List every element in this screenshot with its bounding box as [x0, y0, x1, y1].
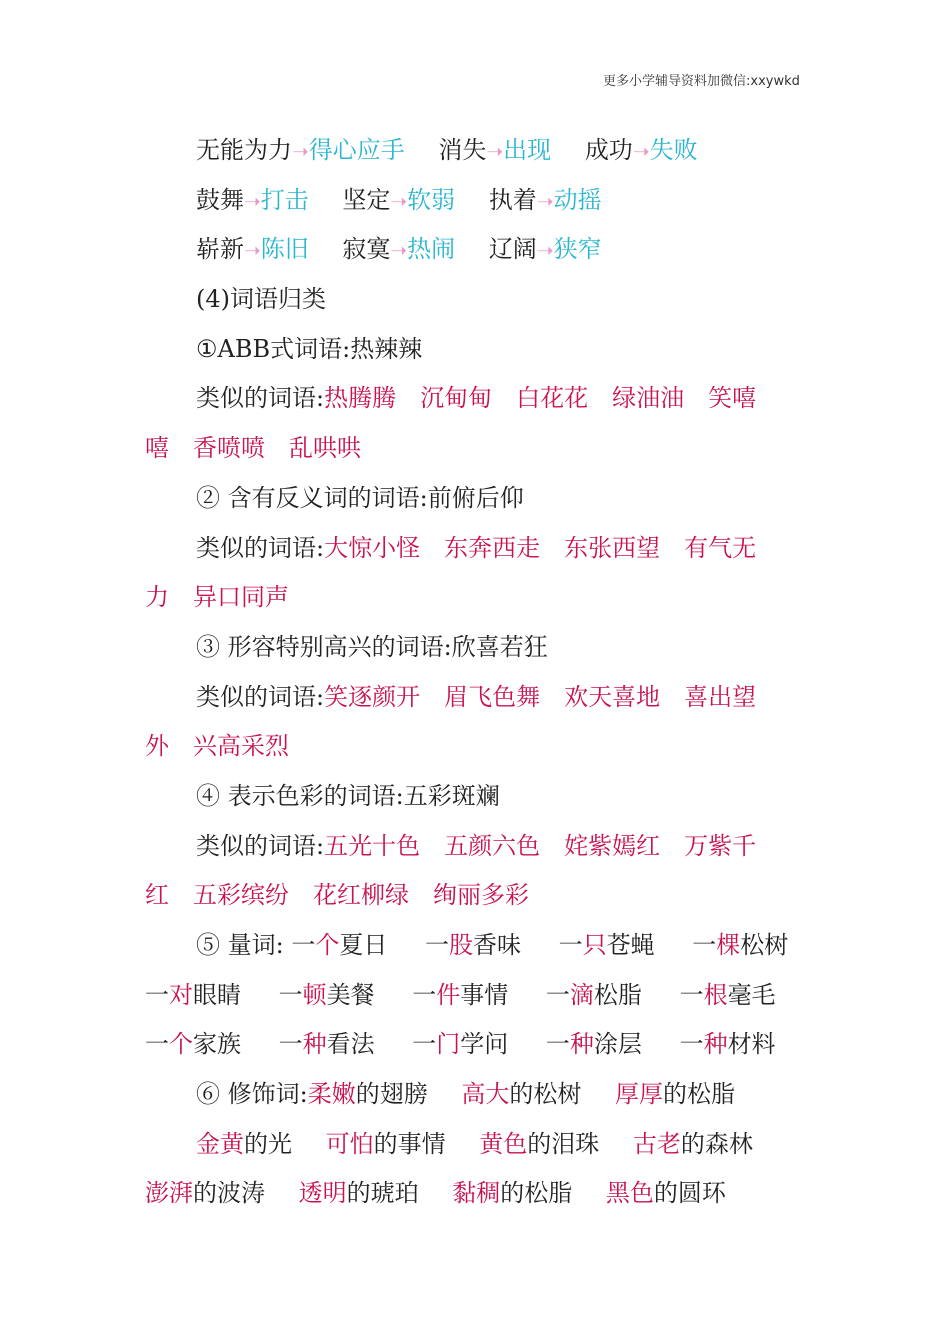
group-heading: ② 含有反义词的词语:前俯后仰 [196, 483, 524, 512]
antonym-line-1 [145, 126, 805, 176]
measure-word: 根 [703, 980, 728, 1009]
measure-prefix: 一 [145, 1030, 169, 1059]
measure-prefix: 一 [558, 931, 583, 959]
modifier-word: 黄色 [479, 1129, 528, 1158]
similar-words-continued: 力 异口同声 [145, 583, 289, 612]
antonym-answer: 陈旧 [260, 235, 309, 264]
modifier-word: 柔嫩 [307, 1080, 356, 1109]
similar-words-line [145, 374, 805, 424]
antonym-answer: 打击 [260, 185, 309, 214]
modified-noun: 的波涛 [193, 1179, 265, 1208]
modifier-word: 黏稠 [452, 1179, 501, 1208]
antonym-word: 崭新 [196, 235, 244, 264]
measure-prefix: 一 [412, 1030, 437, 1059]
document-body [145, 126, 805, 1219]
measure-heading: ⑤ 量词: [196, 931, 284, 959]
measure-word: 门 [436, 1030, 461, 1059]
arrow-icon: ➝ [244, 238, 261, 263]
measure-noun: 学问 [460, 1030, 509, 1059]
antonym-word: 执着 [488, 185, 537, 214]
measure-prefix: 一 [278, 1030, 303, 1059]
antonym-answer: 热闹 [407, 235, 456, 264]
antonym-line-3 [145, 225, 805, 275]
watermark-text: 更多小学辅导资料加微信:xxywkd [603, 74, 800, 89]
measure-prefix: 一 [545, 980, 570, 1009]
arrow-icon: ➝ [292, 139, 309, 163]
measure-word: 个 [315, 931, 340, 959]
measure-word: 对 [169, 980, 193, 1009]
antonym-answer: 失败 [649, 136, 698, 164]
measure-noun: 苍蝇 [606, 931, 655, 959]
arrow-icon: ➝ [390, 238, 408, 263]
group-heading: ①ABB式词语:热辣辣 [196, 334, 423, 363]
measure-words-line-3 [145, 1020, 805, 1070]
similar-label: 类似的词语: [196, 384, 325, 413]
similar-words: 大惊小怪 东奔西走 东张西望 有气无 [324, 533, 757, 562]
arrow-icon: ➝ [390, 188, 408, 213]
modifier-word: 古老 [632, 1129, 681, 1158]
measure-noun: 家族 [193, 1030, 241, 1059]
measure-word: 顿 [302, 980, 327, 1009]
measure-word: 滴 [569, 980, 594, 1009]
measure-prefix: 一 [145, 980, 169, 1009]
measure-noun: 事情 [460, 980, 509, 1009]
arrow-icon: ➝ [244, 188, 261, 213]
modified-noun: 的翅膀 [355, 1080, 428, 1109]
antonym-word: 消失 [438, 136, 487, 164]
antonym-answer: 出现 [503, 136, 552, 164]
measure-noun: 涂层 [593, 1030, 642, 1059]
similar-words: 五光十色 五颜六色 姹紫嫣红 万紫千 [324, 831, 757, 860]
antonym-answer: 狭窄 [553, 235, 602, 264]
modifiers-line-1 [145, 1070, 805, 1120]
modifiers-line-2 [145, 1120, 805, 1170]
modified-noun: 的松脂 [500, 1179, 573, 1208]
similar-label: 类似的词语: [196, 533, 325, 562]
antonym-word: 鼓舞 [196, 185, 244, 214]
measure-noun: 毫毛 [727, 980, 776, 1009]
similar-words-line [145, 524, 805, 574]
measure-word: 只 [582, 931, 607, 959]
similar-words-continued: 外 兴高采烈 [145, 732, 289, 761]
arrow-icon: ➝ [486, 139, 504, 163]
modifier-word: 黑色 [605, 1179, 654, 1208]
modified-noun: 的圆环 [653, 1179, 726, 1208]
antonym-word: 坚定 [342, 185, 391, 214]
similar-label: 类似的词语: [196, 682, 325, 711]
arrow-icon: ➝ [536, 238, 554, 263]
measure-prefix: 一 [425, 931, 449, 959]
measure-prefix: 一 [692, 931, 717, 959]
modified-noun: 的事情 [373, 1129, 446, 1158]
arrow-icon: ➝ [536, 188, 554, 213]
measure-prefix: 一 [679, 1030, 704, 1059]
modifier-word: 澎湃 [145, 1179, 193, 1208]
modifier-word: 高大 [461, 1080, 510, 1109]
measure-noun: 美餐 [326, 980, 375, 1009]
modifier-word: 可怕 [325, 1129, 374, 1158]
modified-noun: 的光 [244, 1129, 292, 1158]
group-heading: ④ 表示色彩的词语:五彩斑斓 [196, 781, 500, 810]
measure-noun: 看法 [326, 1030, 375, 1059]
measure-words-line-1 [145, 921, 805, 971]
measure-prefix: 一 [545, 1030, 570, 1059]
measure-word: 个 [169, 1030, 193, 1059]
measure-noun: 材料 [727, 1030, 776, 1059]
measure-words-line-2 [145, 971, 805, 1021]
measure-word: 股 [449, 931, 473, 959]
antonym-word: 寂寞 [342, 235, 391, 264]
measure-prefix: 一 [679, 980, 704, 1009]
modifier-word: 金黄 [196, 1129, 244, 1158]
measure-word: 种 [703, 1030, 728, 1059]
similar-words: 热腾腾 沉甸甸 白花花 绿油油 笑嘻 [324, 384, 757, 413]
modifiers-line-3 [145, 1169, 805, 1219]
antonym-word: 辽阔 [488, 235, 537, 264]
arrow-icon: ➝ [632, 139, 650, 163]
modifier-heading: ⑥ 修饰词: [196, 1080, 308, 1109]
measure-word: 件 [436, 980, 461, 1009]
antonym-answer: 软弱 [407, 185, 456, 214]
group-heading: ③ 形容特别高兴的词语:欣喜若狂 [196, 632, 548, 661]
similar-label: 类似的词语: [196, 831, 325, 860]
antonym-answer: 得心应手 [308, 136, 405, 164]
measure-prefix: 一 [291, 931, 316, 959]
measure-noun: 松树 [740, 931, 789, 959]
modified-noun: 的松脂 [663, 1080, 735, 1109]
antonym-word: 无能为力 [196, 136, 292, 164]
measure-prefix: 一 [412, 980, 437, 1009]
measure-word: 种 [302, 1030, 327, 1059]
similar-words-line [145, 673, 805, 723]
antonym-answer: 动摇 [553, 185, 602, 214]
section-title: (4)词语归类 [196, 285, 326, 314]
antonym-line-2 [145, 176, 805, 226]
measure-noun: 香味 [473, 931, 521, 959]
modified-noun: 的泪珠 [527, 1129, 600, 1158]
modifier-word: 透明 [298, 1179, 347, 1208]
similar-words: 笑逐颜开 眉飞色舞 欢天喜地 喜出望 [324, 682, 757, 711]
measure-word: 棵 [716, 931, 741, 959]
modified-noun: 的森林 [680, 1129, 753, 1158]
measure-noun: 松脂 [593, 980, 642, 1009]
modified-noun: 的松树 [509, 1080, 582, 1109]
similar-words-line [145, 822, 805, 872]
measure-noun: 眼睛 [193, 980, 241, 1009]
measure-noun: 夏日 [339, 931, 388, 959]
measure-word: 种 [569, 1030, 594, 1059]
similar-words-continued: 红 五彩缤纷 花红柳绿 绚丽多彩 [145, 881, 529, 910]
similar-words-continued: 嘻 香喷喷 乱哄哄 [145, 434, 361, 463]
modifier-word: 厚厚 [615, 1080, 663, 1109]
measure-prefix: 一 [278, 980, 303, 1009]
modified-noun: 的琥珀 [346, 1179, 419, 1208]
antonym-word: 成功 [584, 136, 633, 164]
